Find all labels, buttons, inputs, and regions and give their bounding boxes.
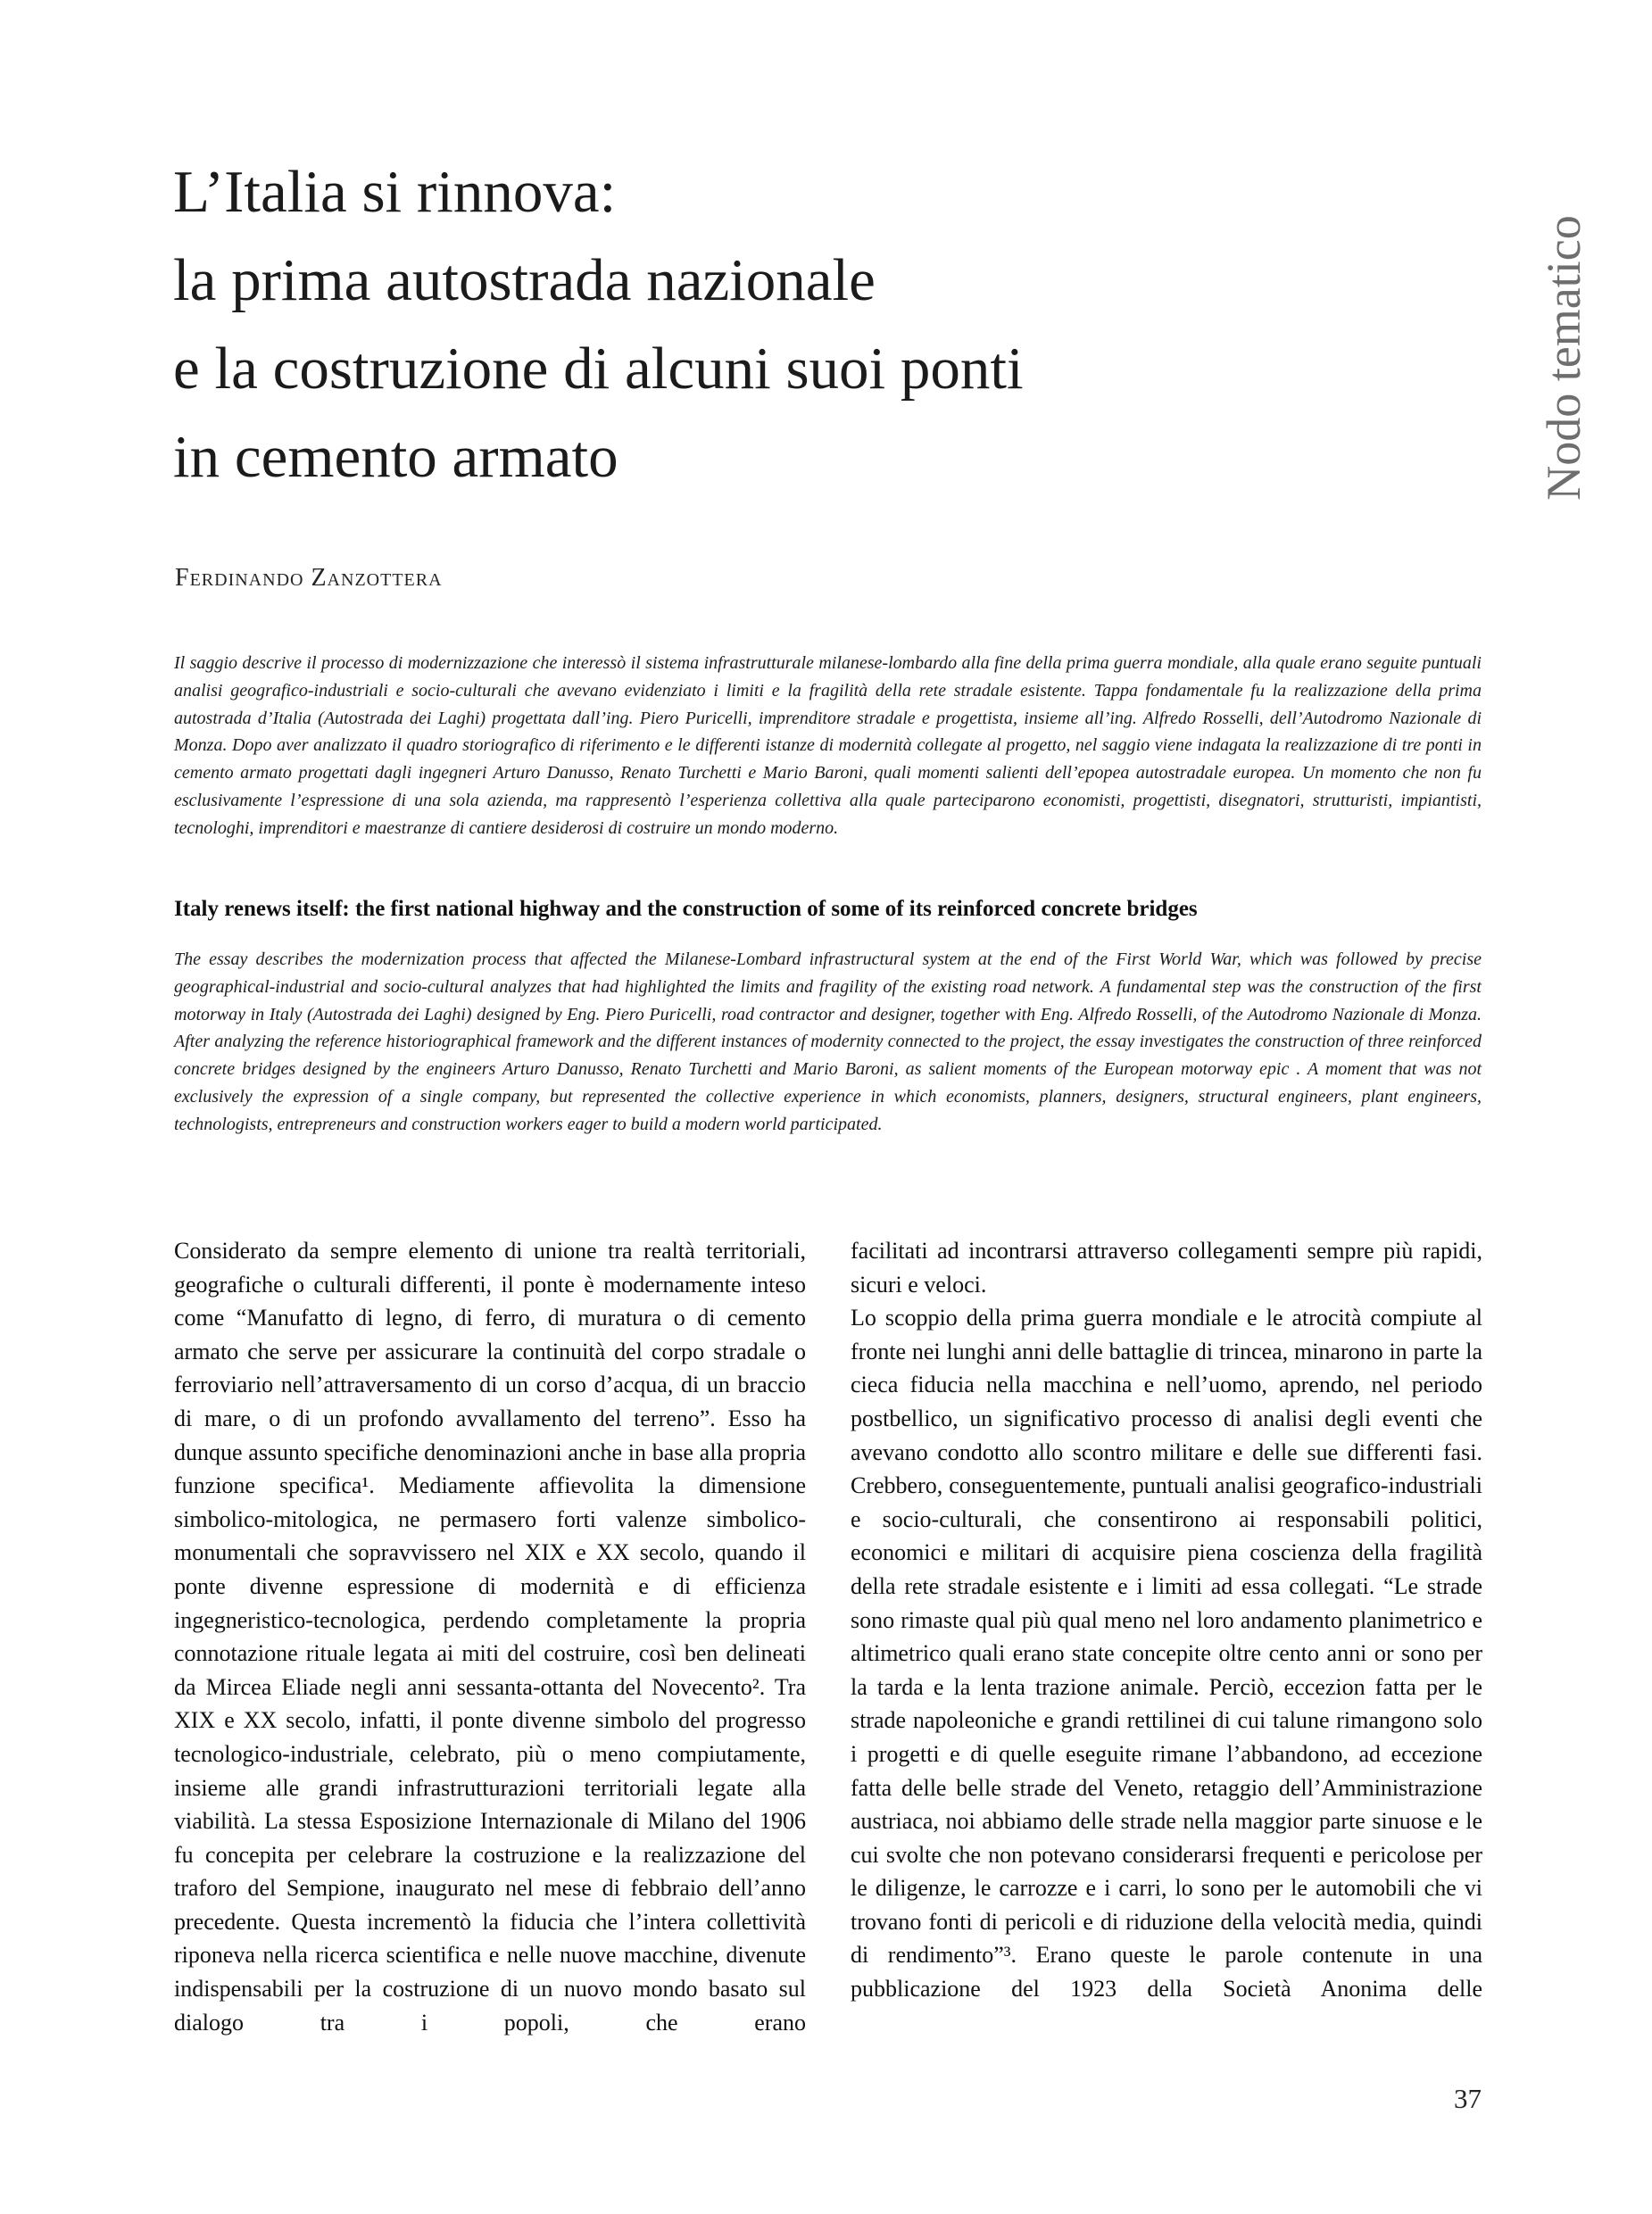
english-title-heading: Italy renews itself: the first national highway and the construction of some of its reinforced concrete bridges	[174, 897, 1198, 921]
body-paragraph: facilitati ad incontrarsi attraverso collegamenti sempre più rapidi, sicuri e veloci.	[851, 1238, 1482, 1298]
body-text-columns	[174, 1234, 1482, 2039]
title-line-3: e la costruzione di alcuni suoi ponti	[173, 336, 1024, 402]
title-line-2: la prima autostrada nazionale	[173, 247, 876, 313]
abstract-english: The essay describes the modernization process that affected the Milanese-Lombard infrastructural system at the end of the First World War, which was followed by precise geographical-industrial and socio-cultural analyzes that had highlighted the limits and fragility of the existing road network. A fundamental step was the construction of the first motorway in Italy (Autostrada dei Laghi) designed by Eng. Piero Puricelli, road contractor and designer, together with Eng. Alfredo Rosselli, of the Autodromo Nazionale di Monza. After analyzing the reference historiographical framework and the different instances of modernity connected to the project, the essay investigates the construction of three reinforced concrete bridges designed by the engineers Arturo Danusso, Renato Turchetti and Mario Baroni, as salient moments of the European motorway epic . A moment that was not exclusively the expression of a single company, but represented the collective experience in which economists, planners, designers, structural engineers, plant engineers, technologists, entrepreneurs and construction workers eager to build a modern world participated.	[174, 949, 1482, 1134]
body-paragraph: Considerato da sempre elemento di unione tra realtà territoriali, geografiche o culturali differenti, il ponte è modernamente inteso come “Manufatto di legno, di ferro, di muratura o di cemento armato che serve per assicurare la continuità del corpo stradale o ferroviario nell’attraversamento di un corso d’acqua, di un braccio di mare, o di un profondo avvallamento del terreno”. Esso ha dunque assunto specifiche denominazioni anche in base alla propria funzione specifica¹. Mediamente affievolita la dimensione simbolico-mitologica, ne permasero forti valenze simbolico-monumentali che sopravvissero nel XIX e XX secolo, quando il ponte divenne espressione di modernità e di efficienza ingegneristico-tecnologica, perdendo completamente la propria connotazione rituale legata ai miti del costruire, così ben delineati da Mircea Eliade negli anni sessanta-ottanta del Novecento². Tra XIX e XX secolo, infatti, il ponte divenne simbolo del progresso tecnologico-industriale, celebrato, più o meno compiutamente, insieme alle grandi infrastrutturazioni territoriali legate alla viabilità. La stessa Esposizione Internazionale di Milano del 1906 fu concepita per celebrare la costruzione e la realizzazione del traforo del Sempione, inaugurato nel mese di febbraio dell’anno precedente. Questa incrementò la fiducia che l’intera collettività riponeva nella ricerca scientifica e nelle nuove macchine, divenute indispensabili per la costruzione di un nuovo mondo basato sul dialogo tra i popoli, che erano	[174, 1238, 806, 2036]
abstract-italian: Il saggio descrive il processo di modernizzazione che interessò il sistema infrastrutturale milanese-lombardo alla fine della prima guerra mondiale, alla quale erano seguite puntuali analisi geografico-industriali e socio-culturali che avevano evidenziato i limiti e la fragilità della rete stradale esistente. Tappa fondamentale fu la realizzazione della prima autostrada d’Italia (Autostrada dei Laghi) progettata dall’ing. Piero Puricelli, imprenditore stradale e progettista, insieme all’ing. Alfredo Rosselli, dell’Autodromo Nazionale di Monza. Dopo aver analizzato il quadro storiografico di riferimento e le differenti istanze di modernità collegate al progetto, nel saggio viene indagata la realizzazione di tre ponti in cemento armato progettati dagli ingegneri Arturo Danusso, Renato Turchetti e Mario Baroni, quali momenti salienti dell’epopea autostradale europea. Un momento che non fu esclusivamente l’espressione di una sola azienda, ma rappresentò l’esperienza collettiva alla quale parteciparono economisti, progettisti, disegnatori, strutturisti, impiantisti, tecnologhi, imprenditori e maestranze di cantiere desiderosi di costruire un mondo moderno.	[174, 653, 1482, 838]
title-line-1: L’Italia si rinnova:	[173, 159, 617, 225]
author-name: Ferdinando Zanzottera	[175, 564, 443, 592]
body-column-right	[851, 1234, 1482, 2039]
title-line-4: in cemento armato	[173, 424, 618, 490]
article-title	[173, 148, 1024, 502]
section-side-label: Nodo tematico	[1537, 215, 1590, 501]
page-number: 37	[1454, 2083, 1482, 2114]
body-paragraph: Lo scoppio della prima guerra mondiale e le atrocità compiute al fronte nei lunghi anni delle battaglie di trincea, minarono in parte la cieca fiducia nella macchina e nell’uomo, aprendo, nel periodo postbellico, un significativo processo di analisi degli eventi che avevano condotto allo scontro militare e delle sue differenti fasi. Crebbero, conseguentemente, puntuali analisi geografico-industriali e socio-culturali, che consentirono ai responsabili politici, economici e militari di acquisire piena coscienza della fragilità della rete stradale esistente e i limiti ad essa collegati. “Le strade sono rimaste qual più qual meno nel loro andamento planimetrico e altimetrico quali erano state concepite oltre cento anni or sono per la tarda e la lenta trazione animale. Perciò, eccezion fatta per le strade napoleoniche e grandi rettilinei di cui talune rimangono solo i progetti e di quelle eseguite rimane l’abbandono, ad eccezione fatta delle belle strade del Veneto, retaggio dell’Amministrazione austriaca, noi abbiamo delle strade nella maggior parte sinuose e le cui svolte che non potevano considerarsi frequenti e pericolose per le diligenze, le carrozze e i carri, lo sono per le automobili che vi trovano fonti di pericoli e di riduzione della velocità media, quindi di rendimento”³. Erano queste le parole contenute in una pubblicazione del 1923 della Società Anonima delle	[851, 1305, 1482, 2003]
body-column-left	[174, 1234, 806, 2039]
